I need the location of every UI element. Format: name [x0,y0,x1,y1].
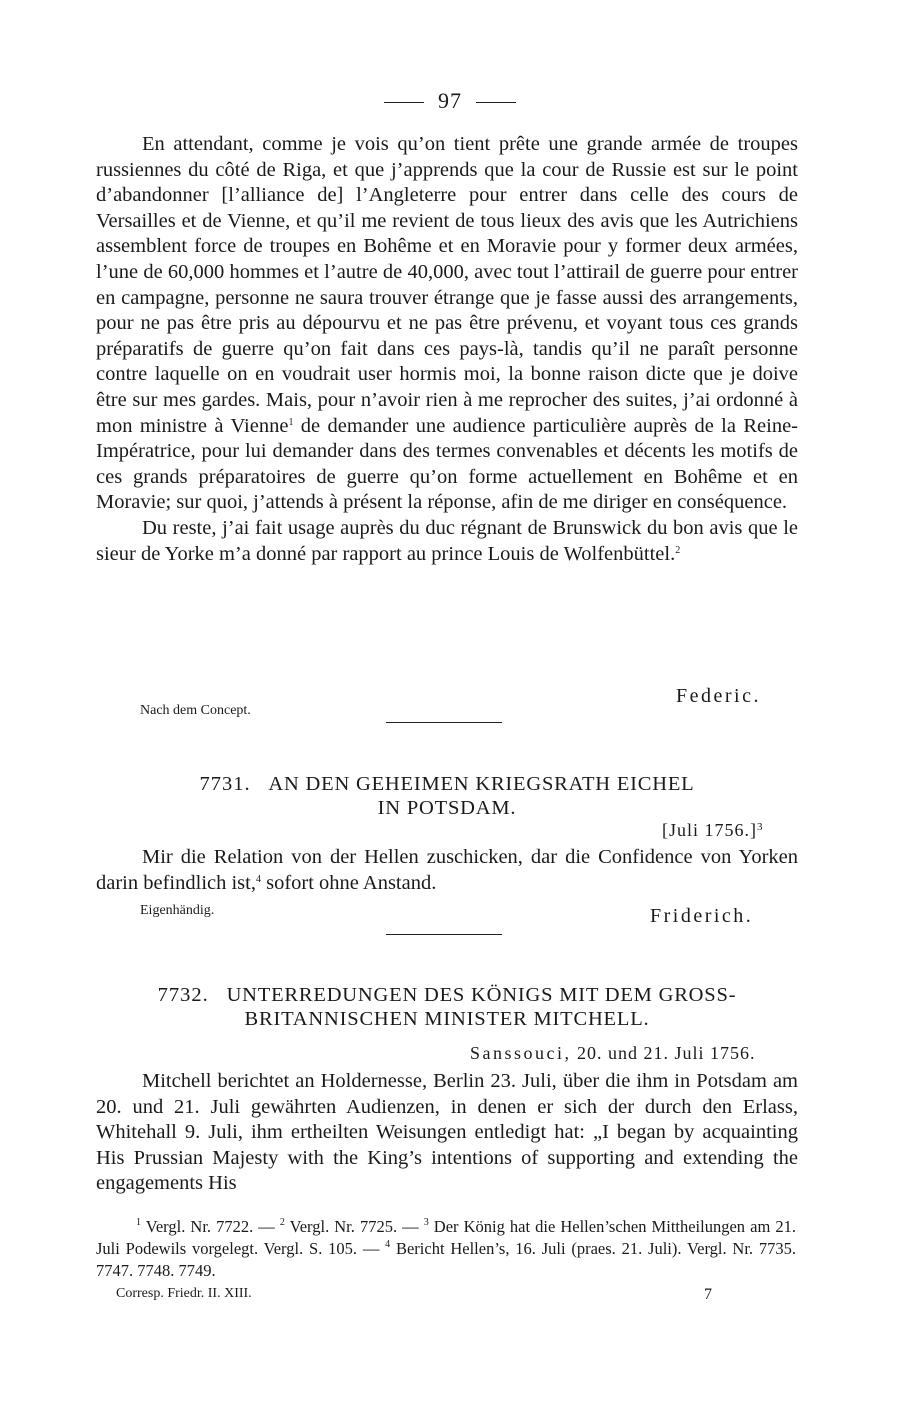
page-number-rule-right [476,102,516,103]
section-divider-2 [386,934,502,935]
footnote-2-mark: 2 [279,1217,285,1228]
letter-7730-paragraph-1: En attendant, comme je vois qu’on tient prête une grande armée de troupes russiennes du côté de Riga, et que j’apprends que la cour de Russie est sur le point d’abandonner [l’alliance de] l’Angleterre pour entrer dans celle des cours de Versailles et de Vienne, et qu’il me revient de tous lieux des avis que les Autrichiens assemblent force de troupes en Bohême et en Moravie pour y former deux armées, l’une de 60,000 hommes et l’autre de 40,000, avec tout l’attirail de guerre pour entrer en campagne, personne ne saura trouver étrange que je fasse aussi des arrangements, pour ne pas être pris au dépourvu et ne pas être prévenu, et voyant tous ces grands préparatifs de guerre qu’on fait dans ces pays-là, tandis qu’il ne paraît personne contre laquelle on en voudrait user hormis moi, la bonne raison dicte que je doive être sur mes gardes. Mais, pour n’avoir rien à me reprocher des suites, j’ai ordonné à mon ministre à Vienne$^1$ de demander une audience particulière auprès de la Reine-Impératrice, pour lui demander dans des termes convenables et décents les motifs de ces grands préparatoires de guerre qu’on forme actuellement en Bohême et en Moravie; sur quoi, j’attends à présent la réponse, afin de me diriger en conséquence. [96,133,798,514]
page-number [0,88,900,114]
footnotes [96,1216,796,1282]
footnote-3: Der König hat die Hellen’schen Mittheilungen am 21. Juli Podewils vorgelegt. Vergl. S. 105. — [96,1217,796,1258]
page-number-rule-left [384,102,424,103]
sheet-signature: 7 [704,1286,712,1303]
letter-7732-number: 7732. [157,984,209,1006]
letter-7731-number: 7731. [199,773,251,795]
letter-7732-date: Sanssouci, 20. und 21. Juli 1756. [470,1043,756,1063]
letter-7731-date: [Juli 1756.]$^3$ [662,820,764,840]
letter-7730-signature: Federic. [676,685,761,707]
footnote-ref-4: 4 [255,873,261,885]
footnote-2: Vergl. Nr. 7725. — [284,1217,424,1236]
letter-7732-body: Mitchell berichtet an Holdernesse, Berlin 23. Juli, über die ihm in Potsdam am 20. und 21. Juli gewährten Audienzen, in denen er sich der durch den Erlass, Whitehall 9. Juli, ihm ertheilten Weisungen entledigt hat: „I began by acquainting His Prussian Majesty with the King’s intentions of supporting and extending the engagements His [96,1070,798,1195]
letter-7730-paragraph-2: Du reste, j’ai fait usage auprès du duc régnant de Brunswick du bon avis que le sieur de Yorke m’a donné par rapport au prince Louis de Wolfenbüttel.$^2$ [96,516,798,565]
letter-7731-body: Mir die Relation von der Hellen zuschicken, dar die Confidence von Yorken darin befindlich ist,$^4$ sofort ohne Anstand. [96,846,798,894]
footnote-4: Bericht Hellen’s, 16. Juli (praes. 21. Juli). Vergl. Nr. 7735. 7747. 7748. 7749. [96,1239,796,1280]
letter-7731-title-line-2: IN POTSDAM. [377,797,517,819]
letter-7731-source-note: Eigenhändig. [140,903,215,918]
footnote-ref-3: 3 [757,821,764,833]
letter-7731-signature: Friderich. [650,905,754,927]
letter-7732-heading [96,983,798,1031]
section-divider-1 [386,722,502,723]
footnote-ref-2: 2 [675,544,681,556]
footnote-3-mark: 3 [423,1217,429,1228]
footnote-ref-1: 1 [288,416,294,428]
footnote-1: Vergl. Nr. 7722. — [141,1217,280,1236]
letter-7731-title-line-1: 7731. AN DEN GEHEIMEN KRIEGSRATH EICHEL [199,773,695,795]
letter-7731-heading [96,772,798,820]
letter-7732-title-line-2: BRITANNISCHEN MINISTER MITCHELL. [244,1008,650,1030]
page-bottom-line [116,1286,712,1304]
footnote-4-mark: 4 [385,1239,391,1250]
letter-7730-text [96,132,798,567]
page-number-text: 97 [438,88,462,113]
letter-7730-source-note: Nach dem Concept. [140,703,251,718]
footnote-1-mark: 1 [136,1217,141,1228]
letter-7732-place: Sanssouci, [470,1043,572,1063]
collection-title: Corresp. Friedr. II. XIII. [116,1286,252,1301]
letter-7732-title-line-1: 7732. UNTERREDUNGEN DES KÖNIGS MIT DEM GROSS- [157,984,737,1006]
